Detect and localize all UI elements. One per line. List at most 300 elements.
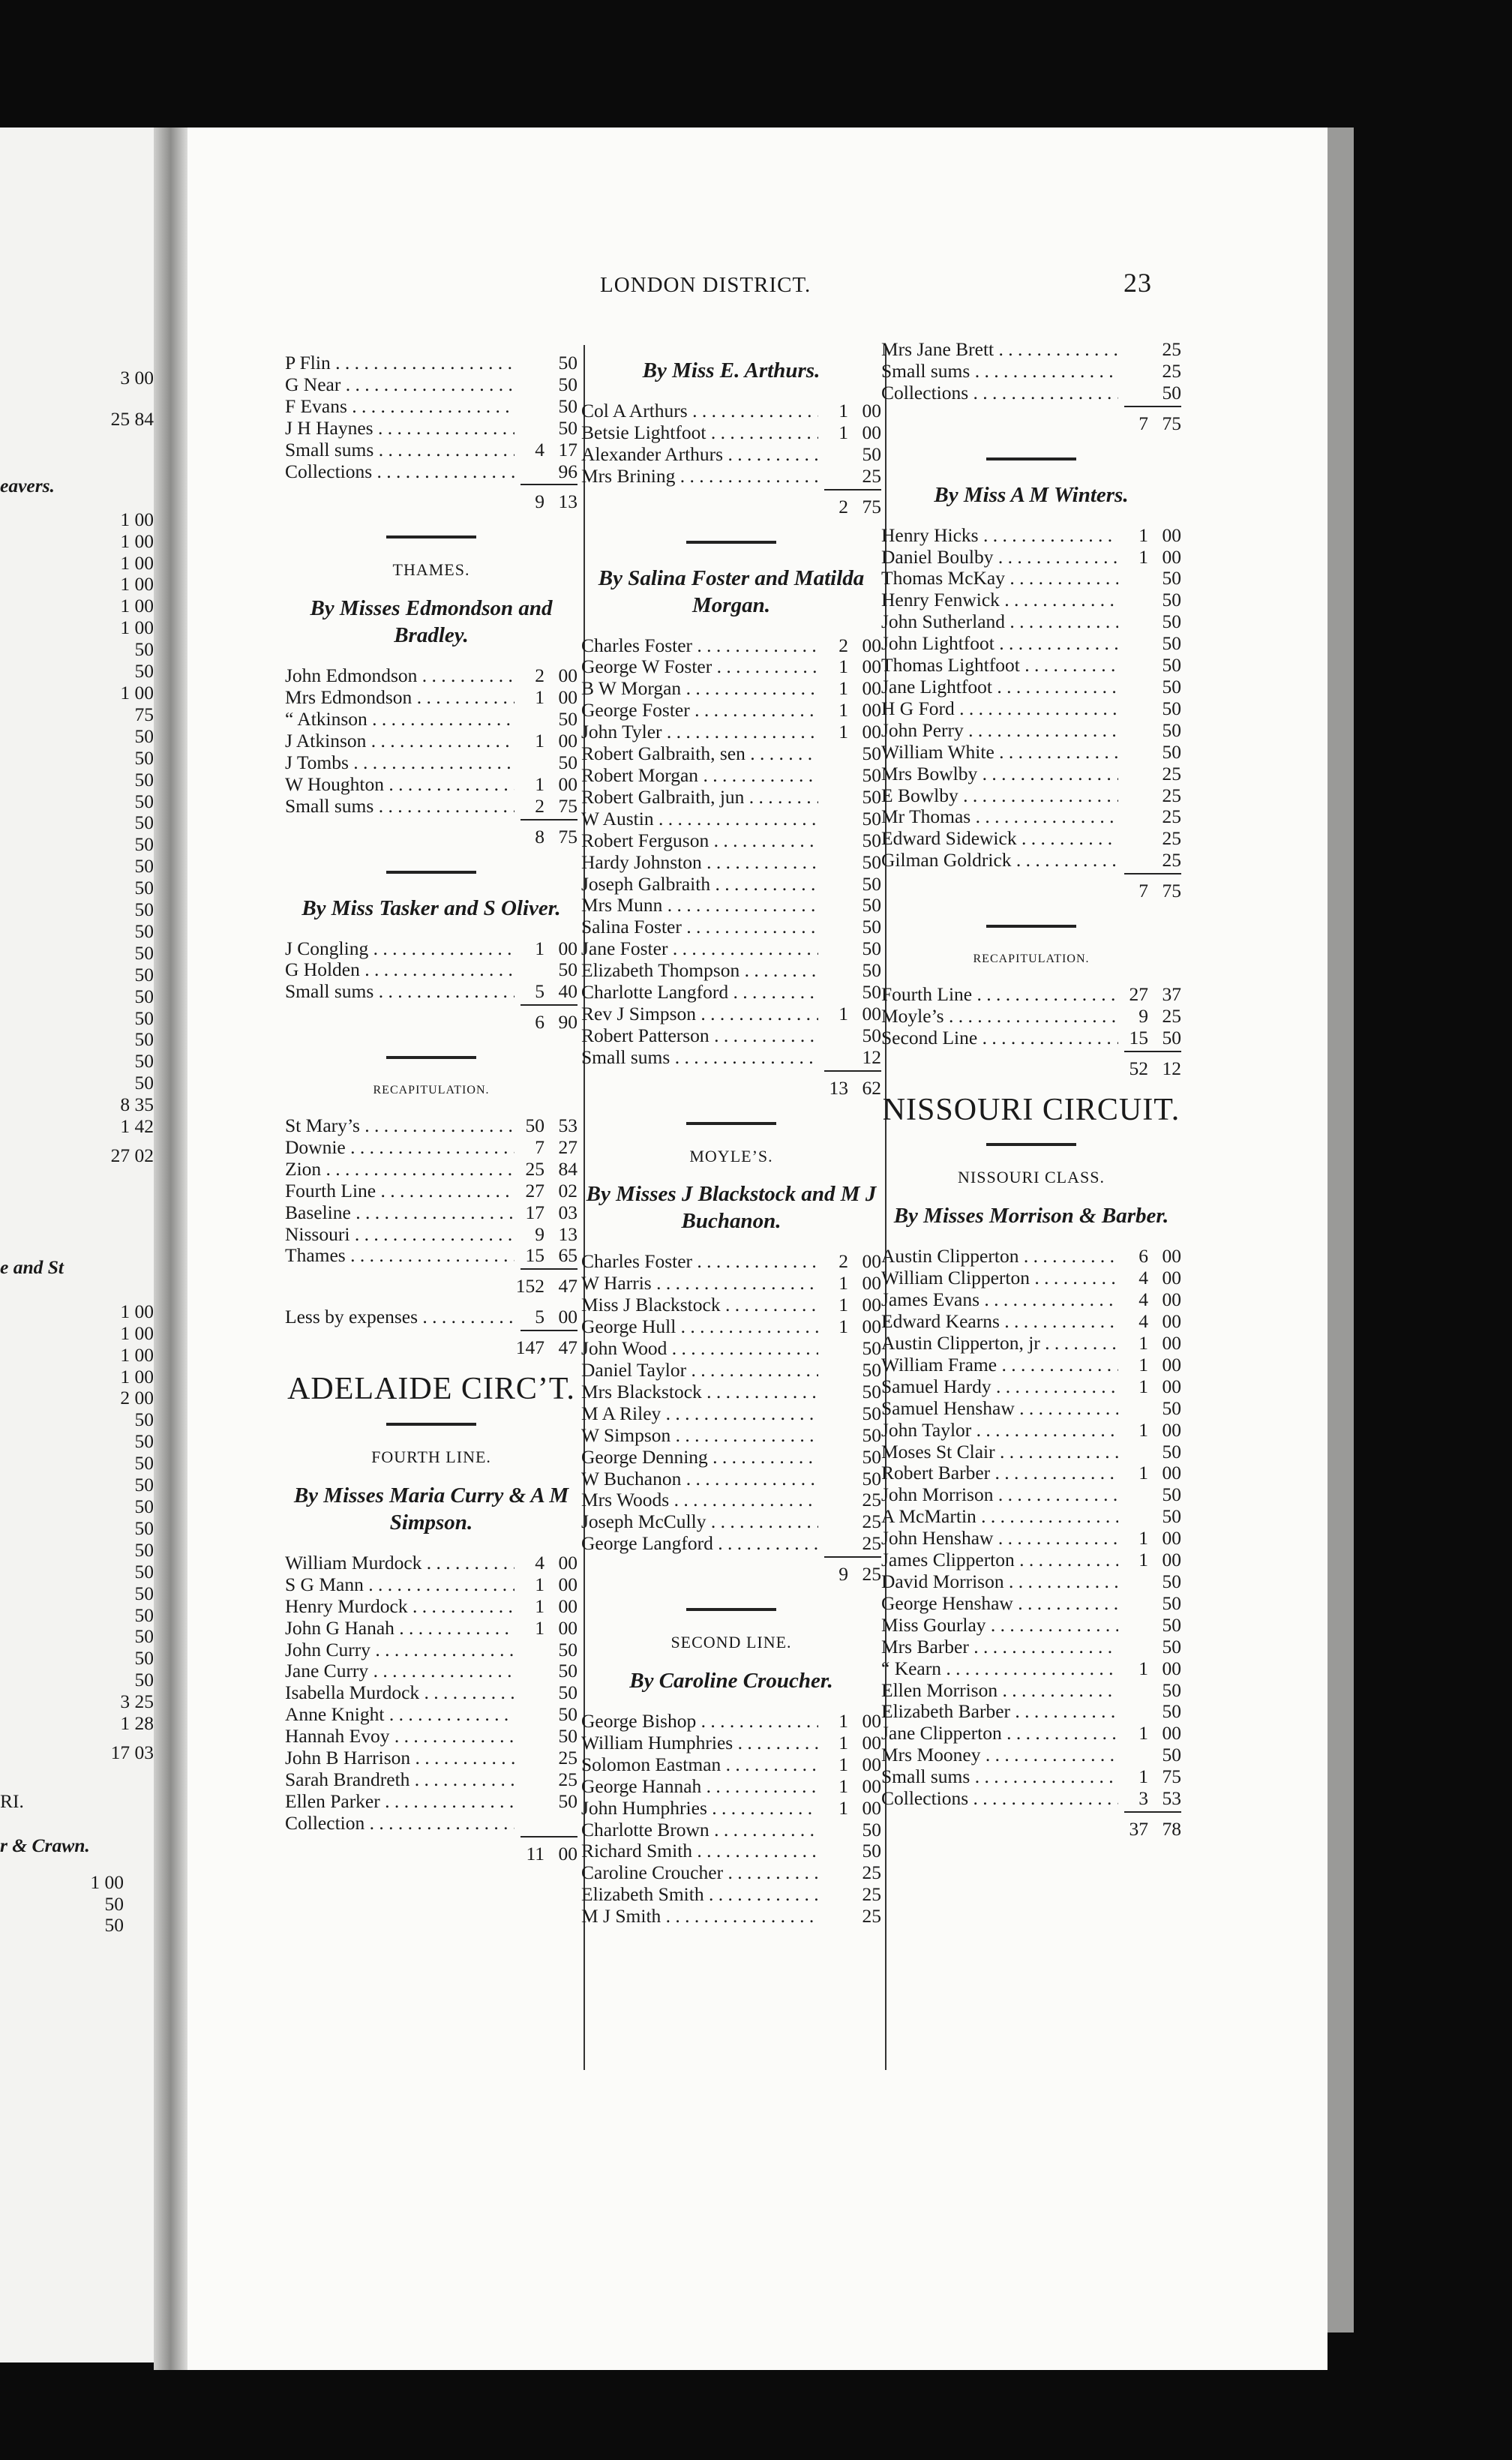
amount-cents: 00	[1162, 1462, 1181, 1484]
amount-dollars	[1118, 850, 1148, 872]
amount-cents: 00	[1162, 1310, 1181, 1333]
entry-name: Elizabeth Smith . . .	[581, 1884, 818, 1906]
entry-name: Henry Murdock . . .	[285, 1596, 514, 1618]
total-rule	[1124, 1811, 1181, 1813]
entry-name: Salina Foster . . .	[581, 916, 818, 938]
amount-dollars: 1	[838, 1796, 848, 1819]
total-dollars: 37	[1129, 1817, 1148, 1840]
left-page-text: 50	[134, 1560, 154, 1582]
entry-name: William White . . .	[881, 742, 1118, 764]
ledger-row	[881, 1354, 1181, 1376]
amount-cents: 00	[558, 1594, 578, 1617]
entry-name: Col A Arthurs . . .	[581, 400, 818, 422]
total-rule	[520, 1330, 578, 1331]
ledger-row	[581, 1490, 881, 1511]
amount-dollars	[1118, 698, 1148, 720]
left-page-text: 50	[134, 1408, 154, 1431]
left-page-text: 3 25	[120, 1690, 154, 1713]
amount-dollars: 5	[535, 980, 544, 1003]
amount-dollars: 1	[838, 421, 848, 443]
ledger-row	[881, 361, 1181, 382]
ledger-row	[881, 1723, 1181, 1744]
ledger-row	[881, 1571, 1181, 1593]
amount-dollars: 1	[838, 1002, 848, 1024]
amount-cents: 00	[1162, 1722, 1181, 1744]
amount-dollars: 1	[1138, 1375, 1148, 1397]
amount-dollars: 1	[838, 400, 848, 422]
amount-dollars: 9	[1138, 1004, 1148, 1027]
ledger-row	[285, 1640, 578, 1661]
ledger-row	[285, 1574, 578, 1596]
entry-name: Samuel Henshaw . . .	[881, 1398, 1118, 1420]
ledger-row	[881, 1550, 1181, 1571]
amount-cents: 50	[862, 1818, 881, 1840]
amount-dollars	[818, 743, 848, 765]
amount-cents: 50	[1162, 1678, 1181, 1701]
ledger-row	[881, 590, 1181, 611]
amount-dollars	[818, 916, 848, 938]
amount-cents: 12	[862, 1046, 881, 1068]
entry-name: Jane Curry . . .	[285, 1660, 514, 1682]
total-cents: 25	[862, 1563, 881, 1586]
amount-cents: 50	[558, 352, 578, 374]
amount-cents: 50	[1162, 1570, 1181, 1592]
total-cents: 78	[1162, 1817, 1181, 1840]
amount-dollars	[514, 418, 544, 440]
amount-cents	[544, 1813, 578, 1834]
entry-name: Austin Clipperton . . .	[881, 1246, 1118, 1268]
entry-name: Collections . . .	[881, 1788, 1118, 1810]
entry-name: John Sutherland . . .	[881, 611, 1118, 633]
section-title: RECAPITULATION.	[373, 1084, 490, 1097]
total-dollars: 9	[838, 1563, 848, 1586]
ledger-row	[881, 382, 1181, 404]
amount-cents: 00	[558, 1551, 578, 1574]
ledger-row	[881, 1593, 1181, 1615]
ledger-row	[881, 1680, 1181, 1702]
entry-name: Gilman Goldrick . . .	[881, 850, 1118, 872]
ledger-row	[881, 806, 1181, 828]
entry-name: William Murdock . . .	[285, 1552, 514, 1574]
amount-cents: 40	[558, 980, 578, 1003]
entry-name: Collections . . .	[881, 382, 1118, 404]
amount-cents: 50	[1162, 1744, 1181, 1766]
total-dollars: 8	[535, 825, 544, 848]
entry-name: John Taylor . . .	[881, 1420, 1118, 1442]
ledger-row	[581, 1533, 881, 1555]
amount-dollars	[514, 1791, 544, 1813]
amount-cents: 50	[558, 708, 578, 730]
ledger-row	[881, 1701, 1181, 1723]
entry-name: A McMartin . . .	[881, 1506, 1118, 1528]
entry-name: Daniel Taylor . . .	[581, 1360, 818, 1382]
ledger-row	[285, 1618, 578, 1640]
amount-dollars: 4	[1138, 1267, 1148, 1289]
left-page-text: 50	[134, 941, 154, 964]
amount-dollars	[818, 787, 848, 808]
amount-dollars: 1	[838, 1774, 848, 1797]
amount-cents: 00	[862, 1731, 881, 1754]
amount-dollars: 2	[535, 794, 544, 817]
amount-cents: 50	[1162, 1700, 1181, 1723]
entry-name: Collections . . .	[285, 461, 514, 483]
amount-dollars	[1118, 568, 1148, 590]
amount-cents: 50	[558, 373, 578, 395]
entry-name: William Frame . . .	[881, 1354, 1118, 1376]
amount-cents: 50	[862, 981, 881, 1004]
entry-name: Joseph Galbraith . . .	[581, 874, 818, 896]
amount-dollars	[818, 1360, 848, 1382]
entry-name: Mrs Munn . . .	[581, 895, 818, 916]
ledger-row	[581, 1754, 881, 1776]
ledger-row	[581, 1468, 881, 1490]
amount-cents: 50	[1162, 1026, 1181, 1048]
amount-cents: 50	[862, 1467, 881, 1490]
entry-name: George Hannah . . .	[581, 1776, 818, 1798]
ledger-row	[581, 830, 881, 852]
entry-name: Robert Ferguson . . .	[581, 830, 818, 852]
section-divider	[386, 1423, 476, 1426]
amount-dollars: 1	[838, 721, 848, 743]
amount-dollars: 2	[838, 634, 848, 656]
entry-name: Fourth Line . . .	[881, 984, 1118, 1006]
amount-dollars: 1	[838, 1316, 848, 1338]
ledger-row	[881, 568, 1181, 590]
total-dollars: 11	[526, 1842, 544, 1864]
entry-name: Ellen Morrison . . .	[881, 1680, 1118, 1702]
left-page-text: 75	[134, 703, 154, 725]
ledger-row	[581, 916, 881, 938]
amount-cents: 50	[862, 938, 881, 960]
amount-dollars: 27	[525, 1179, 544, 1202]
left-page-text: 50	[134, 1582, 154, 1604]
left-page-text: 50	[134, 877, 154, 899]
entry-name: Ellen Parker . . .	[285, 1791, 514, 1813]
amount-cents: 50	[1162, 1440, 1181, 1462]
ledger-row	[881, 1615, 1181, 1636]
entry-name: William Clipperton . . .	[881, 1268, 1118, 1289]
amount-dollars: 1	[838, 1731, 848, 1754]
ledger-row	[581, 1884, 881, 1906]
entry-name: John Tyler . . .	[581, 722, 818, 743]
ledger-row	[581, 1447, 881, 1468]
ledger-row	[285, 1245, 578, 1267]
section-divider	[986, 458, 1076, 460]
ledger-row	[881, 1028, 1181, 1049]
ledger-row	[285, 959, 578, 981]
left-page-text: r & Crawn.	[0, 1834, 90, 1856]
amount-cents: 25	[1162, 359, 1181, 382]
amount-dollars	[818, 1025, 848, 1047]
ledger-row	[881, 676, 1181, 698]
amount-dollars	[514, 374, 544, 396]
ledger-row	[881, 1246, 1181, 1268]
amount-cents: 00	[862, 656, 881, 678]
amount-cents: 00	[558, 937, 578, 959]
left-page-text: 50	[134, 1452, 154, 1474]
ledger-row	[285, 1660, 578, 1682]
entry-name: Mrs Edmondson . . .	[285, 687, 514, 709]
amount-cents: 25	[1162, 1004, 1181, 1027]
left-page-text: 1 00	[120, 1365, 154, 1388]
ledger-row	[285, 1306, 578, 1328]
entry-name: George Hull . . .	[581, 1316, 818, 1338]
amount-dollars: 1	[838, 699, 848, 722]
left-page-text: 25 84	[110, 407, 154, 430]
amount-dollars	[1118, 720, 1148, 742]
entry-name: Mrs Blackstock . . .	[581, 1382, 818, 1403]
amount-dollars	[1118, 1484, 1148, 1506]
ledger-row	[881, 764, 1181, 785]
section-divider	[986, 1143, 1076, 1146]
ledger-row	[581, 808, 881, 830]
entry-name: J Atkinson . . .	[285, 730, 514, 752]
entry-name: Joseph McCully . . .	[581, 1511, 818, 1533]
amount-cents: 50	[862, 442, 881, 465]
section-title: THAMES.	[392, 560, 470, 580]
entry-name: John Henshaw . . .	[881, 1528, 1118, 1550]
amount-dollars: 1	[838, 677, 848, 700]
amount-dollars	[1118, 590, 1148, 611]
amount-dollars	[818, 1468, 848, 1490]
amount-cents: 00	[1162, 1527, 1181, 1550]
amount-cents: 00	[862, 721, 881, 743]
left-page-text: 50	[134, 1006, 154, 1029]
total-rule	[520, 484, 578, 485]
amount-cents: 50	[1162, 1592, 1181, 1614]
amount-dollars	[1118, 828, 1148, 850]
entry-name: Caroline Croucher . . .	[581, 1862, 818, 1884]
entry-name: Downie . . .	[285, 1137, 514, 1159]
entry-name: G Holden . . .	[285, 959, 514, 981]
ledger-row	[581, 1025, 881, 1047]
amount-dollars	[1118, 1744, 1148, 1766]
amount-dollars: 9	[535, 1222, 544, 1245]
ledger-row	[881, 339, 1181, 361]
left-page-text: 1 00	[90, 1870, 124, 1893]
ledger-row	[285, 1180, 578, 1202]
entry-name: Henry Hicks . . .	[881, 525, 1118, 547]
ledger-row	[285, 774, 578, 796]
amount-dollars	[818, 444, 848, 466]
left-page-text: 17 03	[110, 1741, 154, 1763]
left-page-text: 50	[134, 1647, 154, 1670]
entry-name: Jane Foster . . .	[581, 938, 818, 960]
ledger-row	[285, 730, 578, 752]
left-page-text: 50	[134, 920, 154, 942]
ledger-row	[881, 611, 1181, 633]
amount-cents: 00	[862, 400, 881, 422]
ledger-row	[285, 1813, 578, 1834]
amount-cents: 25	[558, 1747, 578, 1769]
amount-dollars: 1	[1138, 524, 1148, 546]
amount-dollars	[818, 1047, 848, 1069]
page-number: 23	[1124, 268, 1152, 298]
column-3	[881, 339, 1181, 1840]
entry-name: David Morrison . . .	[881, 1571, 1118, 1593]
amount-cents: 50	[558, 1682, 578, 1704]
subtotal	[285, 1844, 578, 1865]
amount-cents: 50	[862, 829, 881, 851]
amount-cents: 50	[1162, 697, 1181, 719]
ledger-row	[581, 1382, 881, 1403]
amount-cents: 00	[1162, 1657, 1181, 1679]
ledger-row	[581, 1732, 881, 1754]
column-2	[581, 352, 881, 1928]
amount-cents: 50	[558, 1638, 578, 1660]
entry-name: George Bishop . . .	[581, 1711, 818, 1732]
left-page-text: 50	[134, 1028, 154, 1051]
ledger-row	[581, 1251, 881, 1273]
entry-name: Moyle’s . . .	[881, 1006, 1118, 1028]
ledger-row	[581, 700, 881, 722]
total-cents: 75	[1162, 880, 1181, 902]
amount-dollars: 1	[838, 1272, 848, 1294]
entry-name: W Harris . . .	[581, 1273, 818, 1294]
ledger-row	[881, 828, 1181, 850]
entry-name: John Edmondson . . .	[285, 665, 514, 687]
amount-dollars	[514, 1813, 544, 1834]
amount-cents: 25	[1162, 338, 1181, 360]
entry-name: Mrs Brining . . .	[581, 466, 818, 488]
amount-cents: 25	[558, 1768, 578, 1790]
ledger-row	[881, 547, 1181, 568]
entry-name: Collection . . .	[285, 1813, 514, 1834]
amount-cents: 50	[1162, 567, 1181, 590]
amount-cents: 50	[1162, 1613, 1181, 1636]
subtotal	[881, 880, 1181, 902]
amount-cents: 13	[558, 1222, 578, 1245]
ledger-row	[285, 709, 578, 730]
entry-name: M J Smith . . .	[581, 1906, 818, 1928]
amount-cents: 25	[862, 1510, 881, 1533]
amount-cents: 25	[862, 1489, 881, 1511]
amount-cents: 65	[558, 1244, 578, 1267]
entry-name: Alexander Arthurs . . .	[581, 444, 818, 466]
left-page-text: 50	[104, 1914, 124, 1936]
amount-dollars	[818, 1382, 848, 1403]
circuit-title: ADELAIDE CIRC’T.	[287, 1372, 575, 1407]
entry-name: James Clipperton . . .	[881, 1550, 1118, 1571]
ledger-row	[581, 1820, 881, 1841]
entry-name: Elizabeth Thompson . . .	[581, 960, 818, 982]
subtotal	[285, 491, 578, 513]
amount-cents: 96	[558, 460, 578, 482]
collector-heading: By Misses Edmondson and Bradley.	[310, 596, 553, 648]
amount-dollars: 17	[525, 1201, 544, 1223]
entry-name: George W Foster . . .	[581, 656, 818, 678]
book-gutter	[154, 128, 188, 2370]
entry-name: Robert Morgan . . .	[581, 765, 818, 787]
entry-name: Elizabeth Barber . . .	[881, 1701, 1118, 1723]
subtotal	[285, 1337, 578, 1359]
column-1	[285, 352, 578, 1865]
ledger-row	[285, 352, 578, 374]
amount-dollars	[818, 1338, 848, 1360]
amount-cents: 50	[558, 394, 578, 417]
amount-dollars: 5	[535, 1306, 544, 1328]
section-title: RECAPITULATION.	[973, 952, 1090, 966]
amount-cents: 50	[558, 958, 578, 981]
amount-cents: 50	[862, 1024, 881, 1046]
ledger-row	[581, 1776, 881, 1798]
total-dollars: 2	[838, 495, 848, 518]
amount-cents: 27	[558, 1136, 578, 1158]
ledger-row	[581, 1047, 881, 1069]
section-divider	[386, 871, 476, 874]
ledger-row	[285, 1202, 578, 1224]
amount-dollars	[1118, 361, 1148, 382]
amount-cents: 50	[1162, 632, 1181, 655]
ledger-row	[881, 1420, 1181, 1442]
amount-dollars: 1	[1138, 1549, 1148, 1571]
subtotal	[285, 1276, 578, 1298]
amount-dollars	[1118, 806, 1148, 828]
entry-name: W Houghton . . .	[285, 774, 514, 796]
ledger-row	[581, 743, 881, 765]
amount-cents: 37	[1162, 982, 1181, 1005]
amount-dollars: 4	[1138, 1288, 1148, 1311]
left-page-text: 50	[134, 790, 154, 812]
amount-cents: 53	[1162, 1787, 1181, 1810]
amount-cents: 25	[1162, 784, 1181, 806]
ledger-row	[581, 444, 881, 466]
amount-cents: 00	[558, 1573, 578, 1595]
section-divider	[386, 536, 476, 538]
collector-heading: By Misses Maria Curry & A M Simpson.	[293, 1483, 569, 1534]
amount-dollars: 4	[535, 438, 544, 460]
amount-cents: 00	[1162, 1549, 1181, 1571]
entry-name: W Buchanon . . .	[581, 1468, 818, 1490]
left-page-text: 1 00	[120, 681, 154, 704]
amount-dollars	[1118, 1615, 1148, 1636]
left-page-text: 50	[134, 724, 154, 747]
ledger-row	[581, 722, 881, 743]
left-page-text: 1 28	[120, 1712, 154, 1735]
amount-cents: 00	[558, 772, 578, 795]
entry-name: George Henshaw . . .	[881, 1593, 1118, 1615]
amount-dollars: 1	[838, 1709, 848, 1732]
amount-dollars	[818, 1906, 848, 1928]
amount-dollars	[514, 752, 544, 774]
ledger-row	[285, 418, 578, 440]
total-cents: 75	[558, 825, 578, 848]
left-page-text: 1 00	[120, 616, 154, 639]
entry-name: S G Mann . . .	[285, 1574, 514, 1596]
total-rule	[1124, 406, 1181, 407]
ledger-row	[285, 1159, 578, 1180]
entry-name: J Congling . . .	[285, 938, 514, 960]
left-page-text: 50	[134, 833, 154, 856]
amount-cents: 50	[558, 416, 578, 439]
amount-dollars: 1	[535, 686, 544, 709]
ledger-row	[881, 850, 1181, 872]
total-cents: 75	[1162, 412, 1181, 434]
ledger-row	[881, 1376, 1181, 1398]
subtotal	[285, 1012, 578, 1034]
total-dollars: 52	[1129, 1057, 1148, 1079]
amount-cents: 84	[558, 1157, 578, 1180]
ledger-row	[881, 1442, 1181, 1463]
ledger-row	[285, 752, 578, 774]
entry-name: Zion . . .	[285, 1159, 514, 1180]
amount-cents: 00	[558, 686, 578, 709]
left-page-text: RI.	[0, 1790, 24, 1812]
amount-cents: 50	[862, 1424, 881, 1446]
amount-cents: 50	[862, 785, 881, 808]
total-rule	[520, 1268, 578, 1270]
amount-dollars: 15	[525, 1244, 544, 1267]
